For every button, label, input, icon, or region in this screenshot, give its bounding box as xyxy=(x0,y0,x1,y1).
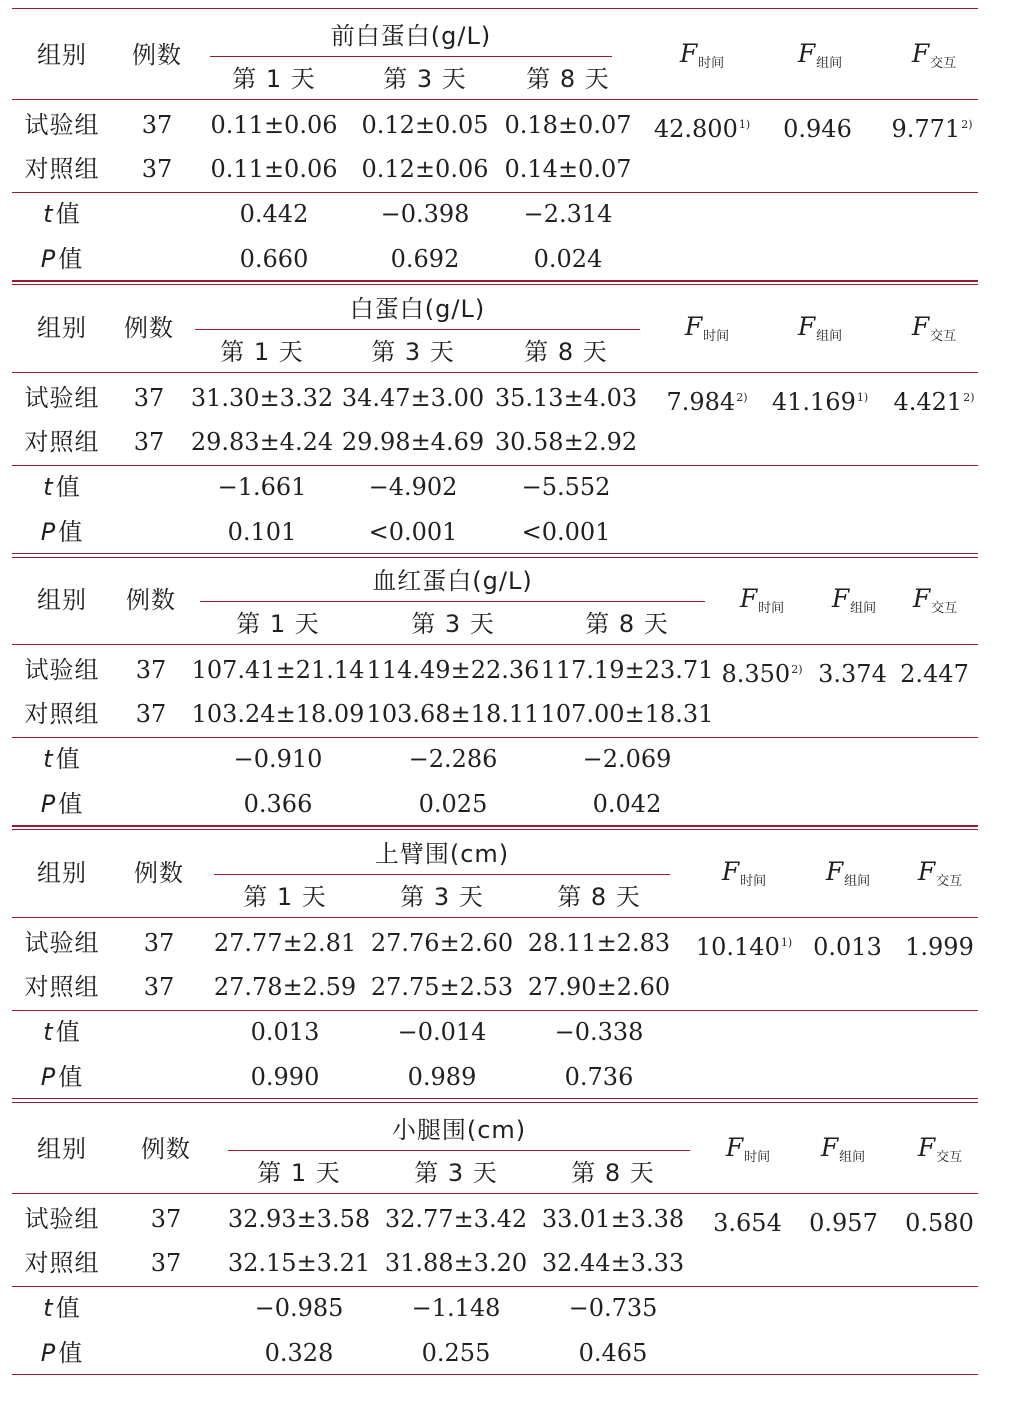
title-underline xyxy=(210,56,612,57)
p-day3: 0.692 xyxy=(390,245,460,273)
header-group: 组别 xyxy=(37,41,87,69)
header-f-group: $F_{组间}$ xyxy=(820,1133,866,1165)
row-trial-group: 试验组 xyxy=(24,1205,100,1233)
row-trial-day8: 0.18±0.07 xyxy=(504,111,632,139)
t-day8: −0.735 xyxy=(568,1294,658,1322)
header-group: 组别 xyxy=(37,314,87,342)
header-f-interact: $F_{交互}$ xyxy=(912,584,958,616)
row-trial-day8: 117.19±23.71 xyxy=(540,656,714,684)
header-f-group: $F_{组间}$ xyxy=(797,39,843,71)
row-trial-day3: 114.49±22.36 xyxy=(366,656,540,684)
section-title: 小腿围(cm) xyxy=(391,1116,527,1144)
section-bottom-rule xyxy=(12,1374,978,1375)
header-count: 例数 xyxy=(134,859,184,887)
p-day8: 0.042 xyxy=(592,790,662,818)
row-control-day3: 103.68±18.11 xyxy=(366,700,540,728)
p-day3: 0.255 xyxy=(421,1339,491,1367)
p-value-label: P值 xyxy=(40,1063,84,1091)
t-day8: −2.314 xyxy=(523,200,613,228)
body-rule xyxy=(12,192,978,193)
header-day1: 第 1 天 xyxy=(232,65,316,93)
f-interact-value: 4.421$^{2)}$ xyxy=(893,388,975,416)
title-underline xyxy=(195,329,640,330)
f-interact-value: 0.580 xyxy=(905,1209,974,1237)
f-time-value: 3.654 xyxy=(713,1209,782,1237)
body-rule xyxy=(12,465,978,466)
t-day3: −0.398 xyxy=(380,200,470,228)
row-trial-day3: 32.77±3.42 xyxy=(384,1205,528,1233)
p-value-label: P值 xyxy=(40,1339,84,1367)
f-group-value: 0.946 xyxy=(783,115,852,143)
t-day8: −0.338 xyxy=(554,1018,644,1046)
section-title: 血红蛋白(g/L) xyxy=(372,567,533,595)
table-section xyxy=(12,8,978,308)
f-time-value: 7.984$^{2)}$ xyxy=(666,388,748,416)
header-rule xyxy=(12,372,978,373)
t-day1: 0.442 xyxy=(239,200,309,228)
body-rule xyxy=(12,1010,978,1011)
header-f-time: $F_{时间}$ xyxy=(725,1133,771,1165)
row-control-day8: 27.90±2.60 xyxy=(527,973,671,1001)
p-value-label: P值 xyxy=(40,245,84,273)
header-rule xyxy=(12,99,978,100)
t-day1: 0.013 xyxy=(250,1018,320,1046)
header-day8: 第 8 天 xyxy=(571,1159,655,1187)
row-trial-group: 试验组 xyxy=(24,384,100,412)
t-value-label: t值 xyxy=(43,200,81,228)
header-count: 例数 xyxy=(124,314,174,342)
row-control-day3: 0.12±0.06 xyxy=(361,155,489,183)
header-day8: 第 8 天 xyxy=(524,338,608,366)
p-day1: 0.366 xyxy=(243,790,313,818)
header-f-interact: $F_{交互}$ xyxy=(911,39,957,71)
header-day8: 第 8 天 xyxy=(585,610,669,638)
f-interact-value: 9.771$^{2)}$ xyxy=(891,115,973,143)
row-control-day3: 29.98±4.69 xyxy=(341,428,485,456)
row-trial-day8: 28.11±2.83 xyxy=(527,929,671,957)
table-section xyxy=(12,826,978,1126)
t-day8: −2.069 xyxy=(582,745,672,773)
row-control-day1: 32.15±3.21 xyxy=(227,1249,371,1277)
p-day8: 0.736 xyxy=(564,1063,634,1091)
header-day3: 第 3 天 xyxy=(411,610,495,638)
row-control-group: 对照组 xyxy=(24,1249,100,1277)
row-control-day1: 29.83±4.24 xyxy=(190,428,334,456)
t-day1: −0.910 xyxy=(233,745,323,773)
t-day3: −4.902 xyxy=(368,473,458,501)
row-control-day1: 27.78±2.59 xyxy=(213,973,357,1001)
row-trial-day3: 27.76±2.60 xyxy=(370,929,514,957)
f-time-value: 42.800$^{1)}$ xyxy=(653,115,751,143)
table-section xyxy=(12,281,978,581)
row-trial-count: 37 xyxy=(143,929,175,957)
header-day3: 第 3 天 xyxy=(383,65,467,93)
header-f-interact: $F_{交互}$ xyxy=(917,857,963,889)
f-time-value: 10.140$^{1)}$ xyxy=(695,933,793,961)
section-top-rule xyxy=(12,281,978,282)
p-day8: <0.001 xyxy=(521,518,611,546)
header-day3: 第 3 天 xyxy=(400,883,484,911)
header-f-interact: $F_{交互}$ xyxy=(917,1133,963,1165)
row-trial-day1: 31.30±3.32 xyxy=(190,384,334,412)
section-top-rule xyxy=(12,553,978,554)
p-value-label: P值 xyxy=(40,518,84,546)
p-day3: 0.989 xyxy=(407,1063,477,1091)
section-title: 白蛋白(g/L) xyxy=(349,295,486,323)
header-day1: 第 1 天 xyxy=(236,610,320,638)
row-trial-count: 37 xyxy=(135,656,167,684)
section-top-rule xyxy=(12,1102,978,1103)
header-rule xyxy=(12,644,978,645)
title-underline xyxy=(214,874,670,875)
title-underline xyxy=(228,1150,690,1151)
header-day1: 第 1 天 xyxy=(220,338,304,366)
header-group: 组别 xyxy=(37,859,87,887)
row-control-group: 对照组 xyxy=(24,700,100,728)
section-title: 前白蛋白(g/L) xyxy=(330,22,492,50)
t-day3: −0.014 xyxy=(397,1018,487,1046)
row-trial-day8: 33.01±3.38 xyxy=(541,1205,685,1233)
row-trial-day3: 34.47±3.00 xyxy=(341,384,485,412)
row-control-day1: 103.24±18.09 xyxy=(191,700,365,728)
header-day8: 第 8 天 xyxy=(557,883,641,911)
t-day1: −0.985 xyxy=(254,1294,344,1322)
header-day8: 第 8 天 xyxy=(526,65,610,93)
row-control-day8: 0.14±0.07 xyxy=(504,155,632,183)
p-day8: 0.024 xyxy=(533,245,603,273)
t-value-label: t值 xyxy=(43,745,81,773)
row-trial-day1: 32.93±3.58 xyxy=(227,1205,371,1233)
row-trial-group: 试验组 xyxy=(24,111,100,139)
header-f-group: $F_{组间}$ xyxy=(797,312,843,344)
f-group-value: 3.374 xyxy=(818,660,887,688)
t-day3: −2.286 xyxy=(408,745,498,773)
f-group-value: 0.013 xyxy=(813,933,882,961)
t-value-label: t值 xyxy=(43,473,81,501)
p-day3: 0.025 xyxy=(418,790,488,818)
row-control-group: 对照组 xyxy=(24,973,100,1001)
t-day1: −1.661 xyxy=(217,473,307,501)
row-trial-day1: 107.41±21.14 xyxy=(191,656,365,684)
row-trial-day8: 35.13±4.03 xyxy=(494,384,638,412)
row-trial-day1: 0.11±0.06 xyxy=(210,111,338,139)
header-f-group: $F_{组间}$ xyxy=(831,584,877,616)
header-count: 例数 xyxy=(126,586,176,614)
row-trial-count: 37 xyxy=(141,111,173,139)
f-group-value: 41.169$^{1)}$ xyxy=(771,388,869,416)
p-day3: <0.001 xyxy=(368,518,458,546)
p-value-label: P值 xyxy=(40,790,84,818)
f-group-value: 0.957 xyxy=(809,1209,878,1237)
row-trial-count: 37 xyxy=(133,384,165,412)
body-rule xyxy=(12,737,978,738)
row-trial-day1: 27.77±2.81 xyxy=(213,929,357,957)
p-day1: 0.660 xyxy=(239,245,309,273)
f-time-value: 8.350$^{2)}$ xyxy=(721,660,803,688)
row-control-count: 37 xyxy=(133,428,165,456)
table-section xyxy=(12,1102,978,1402)
body-rule xyxy=(12,1286,978,1287)
header-f-time: $F_{时间}$ xyxy=(721,857,767,889)
row-control-day3: 27.75±2.53 xyxy=(370,973,514,1001)
header-f-group: $F_{组间}$ xyxy=(825,857,871,889)
header-f-time: $F_{时间}$ xyxy=(739,584,785,616)
header-day1: 第 1 天 xyxy=(243,883,327,911)
p-day1: 0.101 xyxy=(227,518,297,546)
row-trial-count: 37 xyxy=(150,1205,182,1233)
header-day1: 第 1 天 xyxy=(257,1159,341,1187)
header-day3: 第 3 天 xyxy=(414,1159,498,1187)
row-trial-day3: 0.12±0.05 xyxy=(361,111,489,139)
row-control-count: 37 xyxy=(143,973,175,1001)
row-control-group: 对照组 xyxy=(24,155,100,183)
header-group: 组别 xyxy=(37,1135,87,1163)
row-control-count: 37 xyxy=(135,700,167,728)
title-underline xyxy=(200,601,705,602)
row-control-day8: 32.44±3.33 xyxy=(541,1249,685,1277)
f-interact-value: 1.999 xyxy=(905,933,974,961)
t-value-label: t值 xyxy=(43,1018,81,1046)
p-day8: 0.465 xyxy=(578,1339,648,1367)
section-top-rule xyxy=(12,8,978,9)
row-control-group: 对照组 xyxy=(24,428,100,456)
header-f-time: $F_{时间}$ xyxy=(684,312,730,344)
header-count: 例数 xyxy=(141,1135,191,1163)
table-section xyxy=(12,553,978,853)
section-top-rule xyxy=(12,826,978,827)
f-interact-value: 2.447 xyxy=(900,660,969,688)
header-rule xyxy=(12,917,978,918)
t-value-label: t值 xyxy=(43,1294,81,1322)
header-day3: 第 3 天 xyxy=(371,338,455,366)
row-control-count: 37 xyxy=(141,155,173,183)
t-day8: −5.552 xyxy=(521,473,611,501)
row-trial-group: 试验组 xyxy=(24,929,100,957)
row-control-day8: 30.58±2.92 xyxy=(494,428,638,456)
row-trial-group: 试验组 xyxy=(24,656,100,684)
header-rule xyxy=(12,1193,978,1194)
header-group: 组别 xyxy=(37,586,87,614)
header-count: 例数 xyxy=(132,41,182,69)
header-f-time: $F_{时间}$ xyxy=(679,39,725,71)
header-f-interact: $F_{交互}$ xyxy=(911,312,957,344)
p-day1: 0.990 xyxy=(250,1063,320,1091)
section-title: 上臂围(cm) xyxy=(374,840,510,868)
row-control-day1: 0.11±0.06 xyxy=(210,155,338,183)
row-control-day8: 107.00±18.31 xyxy=(540,700,714,728)
p-day1: 0.328 xyxy=(264,1339,334,1367)
section-bottom-rule xyxy=(12,1098,978,1099)
row-control-count: 37 xyxy=(150,1249,182,1277)
t-day3: −1.148 xyxy=(411,1294,501,1322)
row-control-day3: 31.88±3.20 xyxy=(384,1249,528,1277)
